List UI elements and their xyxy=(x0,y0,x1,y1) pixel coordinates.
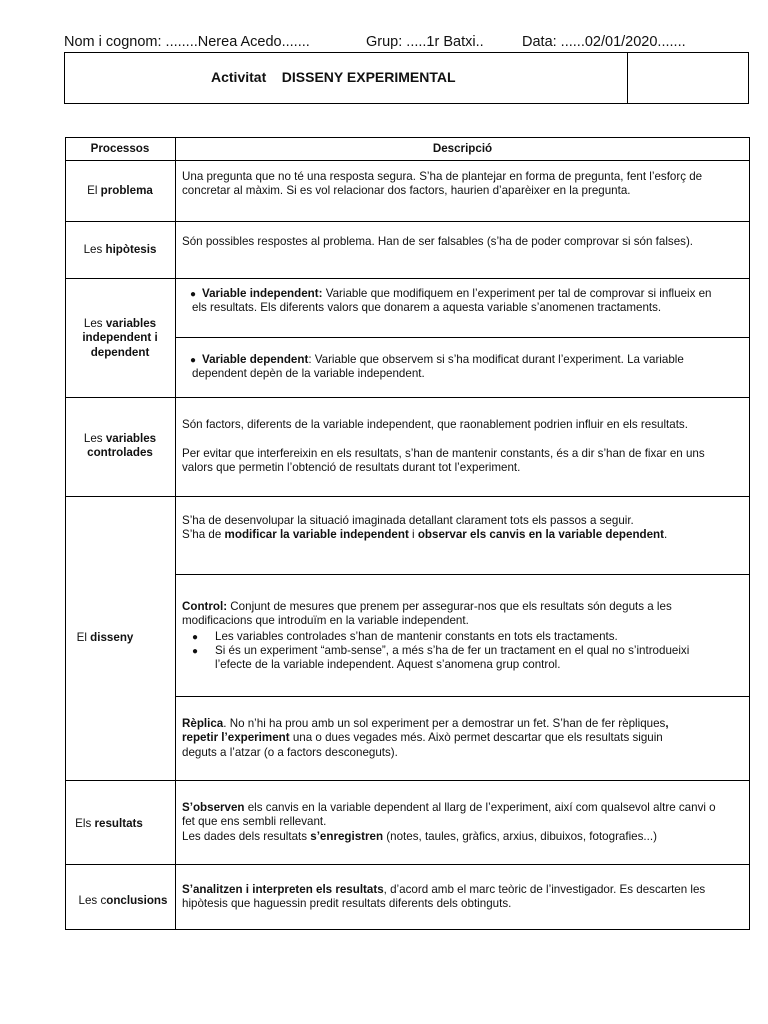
label-variables: Les variables independent i dependent xyxy=(82,317,158,359)
description-controlled-1: Són factors, diferents de la variable independent, que raonablement podrien influir en els resultats. xyxy=(182,418,688,431)
activity-date: Data: ......02/01/2020....... xyxy=(522,34,686,50)
design-paragraph-1: S’ha de desenvolupar la situació imaginada detallant clarament tots els passos a seguir. S’ha de modificar la variable independent i observar els canvis en la variable dependent. xyxy=(182,514,668,542)
description-column-header: Descripció xyxy=(432,142,493,155)
bullet-icon: ● xyxy=(190,355,197,366)
bullet-icon: ● xyxy=(190,289,197,300)
title-divider xyxy=(627,53,628,103)
label-hypothesis: Les hipòtesis xyxy=(83,243,157,256)
description-variable-dependent: Variable dependent: Variable que observem si s’ha modificat durant l’experiment. La variable dependent depèn de la variable independent. xyxy=(192,353,684,381)
label-results: Els resultats xyxy=(75,817,143,830)
processes-column-header: Processos xyxy=(90,142,150,155)
design-control-bullet-2: Si és un experiment “amb-sense”, a més s’ha de fer un tractament en el qual no s’introdueixi l’efecte de la variable independent. Aquest s’anomena grup control. xyxy=(215,644,690,672)
student-name: Nom i cognom: ........Nerea Acedo....... xyxy=(64,34,310,50)
label-controlled-variables: Les variables controlades xyxy=(83,432,157,460)
student-group: Grup: .....1r Batxi.. xyxy=(366,34,484,50)
description-results: S’observen els canvis en la variable dependent al llarg de l’experiment, així com qualsevol altre canvi o fet que ens sembli rellevant. Les dades dels resultats s’enregistren (notes, taules, gràfics, arxius, dibuixos, fotografies...) xyxy=(182,801,716,843)
label-design: El disseny xyxy=(76,631,134,644)
description-controlled-2: Per evitar que interfereixin en els resultats, s’han de mantenir constants, és a dir s’han de fixar en uns valors que permetin l’obtenció de resultats durant tot l’experiment. xyxy=(182,447,705,475)
design-control: Control: Conjunt de mesures que prenem per assegurar-nos que els resultats són deguts a les modificacions que introduïm en la variable independent. xyxy=(182,600,672,628)
design-control-bullet-1: Les variables controlades s’han de mantenir constants en tots els tractaments. xyxy=(215,630,618,643)
activity-title: Activitat DISSENY EXPERIMENTAL xyxy=(211,69,456,85)
description-variable-independent: Variable independent: Variable que modifiquem en l’experiment per tal de comprovar si influeix en els resultats. Els diferents valors que donarem a aquesta variable s’anomenen tractaments. xyxy=(192,287,712,315)
label-problem: El problema xyxy=(87,184,153,197)
bullet-icon: ● xyxy=(192,632,199,643)
title-box xyxy=(64,52,749,104)
description-hypothesis: Són possibles respostes al problema. Han de ser falsables (s’ha de poder comprovar si són falses). xyxy=(182,235,694,248)
description-problem: Una pregunta que no té una resposta segura. S’ha de plantejar en forma de pregunta, fent l’esforç de concretar al màxim. Si es vol relacionar dos factors, haurien d’aparèixer en la pregunta. xyxy=(182,170,703,198)
label-conclusions: Les conclusions xyxy=(78,894,168,907)
bullet-icon: ● xyxy=(192,646,199,657)
experimental-design-table xyxy=(65,137,750,930)
description-conclusions: S’analitzen i interpreten els resultats, d’acord amb el marc teòric de l’investigador. Es descarten les hipòtesis que haguessin predit resultats diferents dels obtinguts. xyxy=(182,883,706,911)
design-replica: Rèplica. No n’hi ha prou amb un sol experiment per a demostrar un fet. S’han de fer rèpliques, repetir l’experiment una o dues vegades més. Això permet descartar que els resultats siguin deguts a l’atzar (o a factors desconeguts). xyxy=(182,717,669,759)
